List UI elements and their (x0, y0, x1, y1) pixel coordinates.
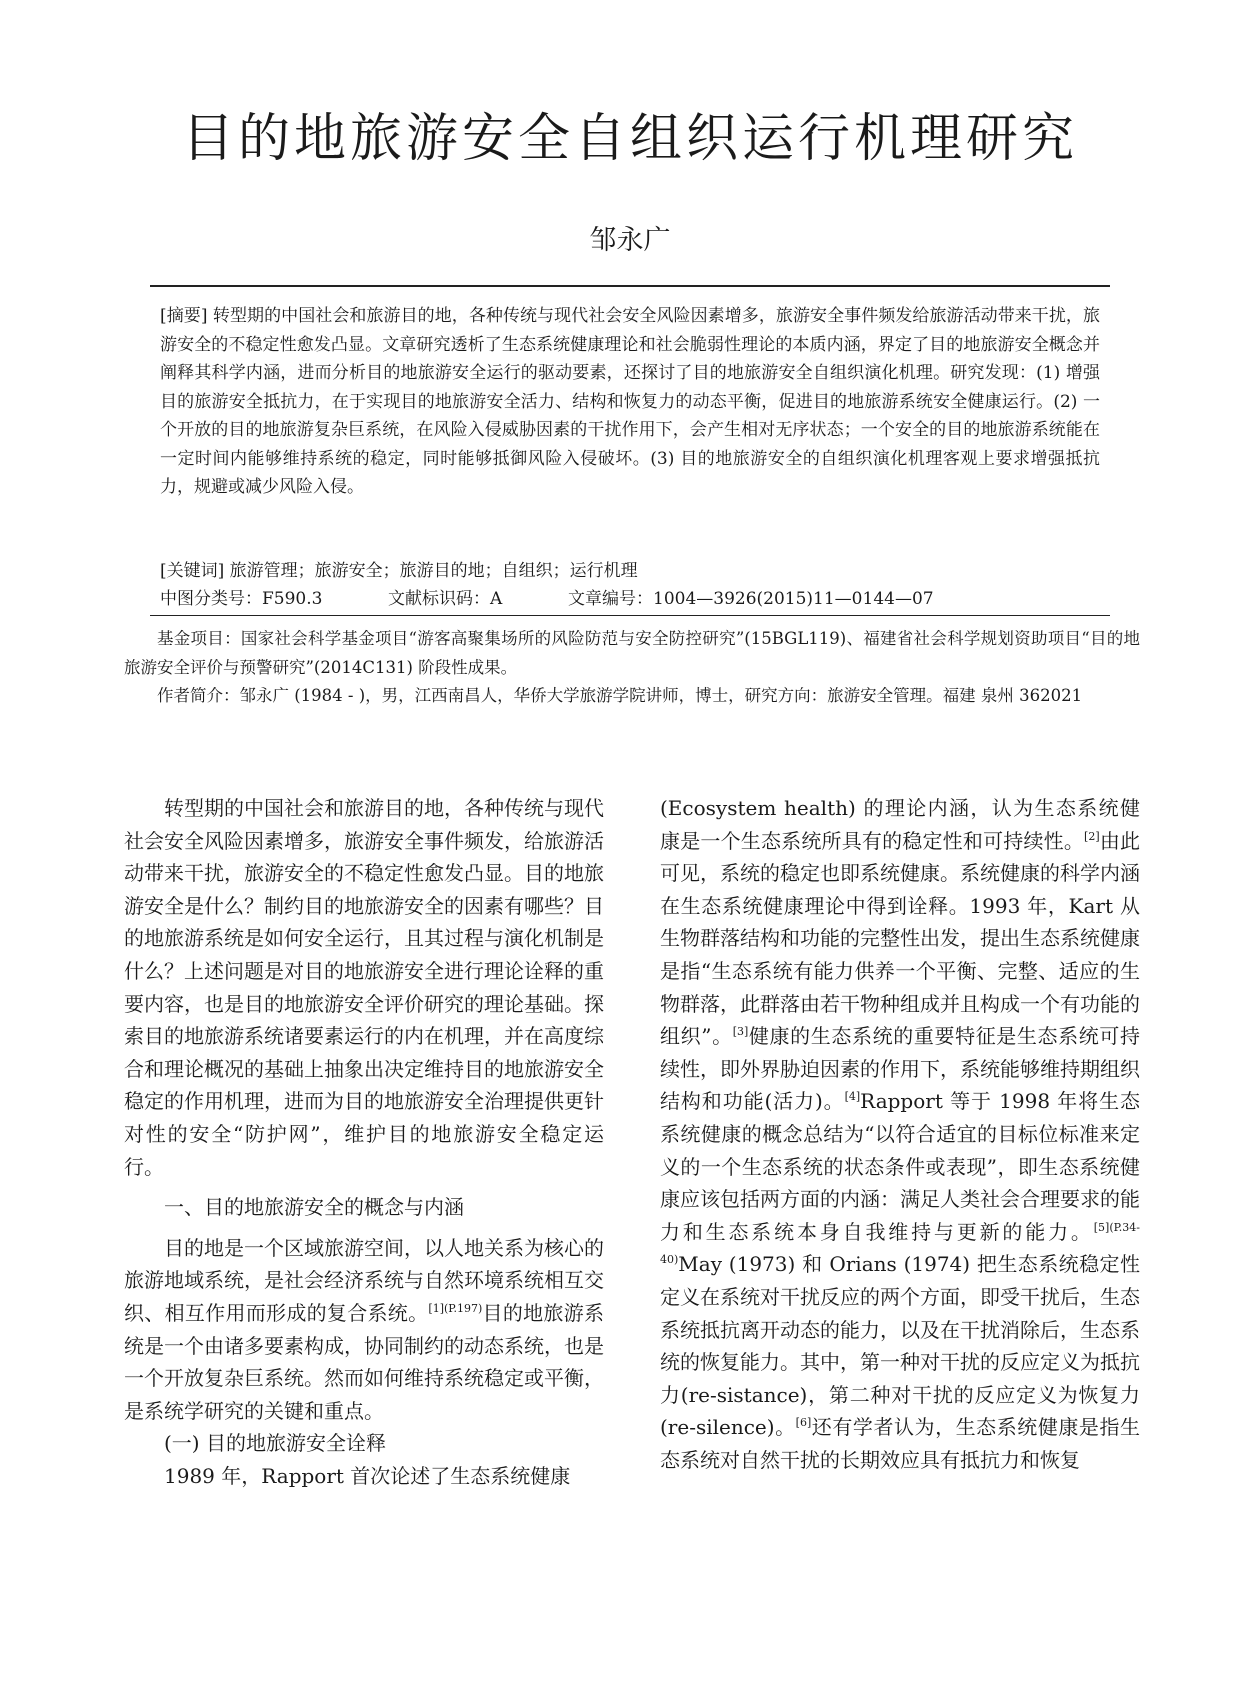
author-bio: 作者简介：邹永广 (1984 - )，男，江西南昌人，华侨大学旅游学院讲师，博士，研究方向：旅游安全管理。福建 泉州 362021 (157, 686, 1083, 705)
paragraph-text: 目的地旅游系统是一个由诸多要素构成，协同制约的动态系统，也是一个开放复杂巨系统。然而如何维持系统稳定或平衡，是系统学研究的关键和重点。 (124, 1300, 605, 1423)
body-paragraph: 转型期的中国社会和旅游目的地，各种传统与现代社会安全风险因素增多，旅游安全事件频发，给旅游活动带来干扰，旅游安全的不稳定性愈发凸显。目的地旅游安全是什么？制约目的地旅游安全的因素有哪些？目的地旅游系统是如何安全运行，且其过程与演化机制是什么？上述问题是对目的地旅游安全进行理论诠释的重要内容，也是目的地旅游安全评价研究的理论基础。探索目的地旅游系统诸要素运行的内在机理，并在高度综合和理论概况的基础上抽象出决定维持目的地旅游安全稳定的作用机理，进而为目的地旅游安全治理提供更针对性的安全“防护网”，维护目的地旅游安全稳定运行。 (124, 796, 604, 1179)
citation-ref: [1](P.197) (428, 1301, 483, 1315)
author-name: 邹永广 (589, 225, 671, 256)
right-column (660, 792, 1140, 1476)
paragraph-text: May (1973) 和 Orians (1974) 把生态系统稳定性定义在系统对干扰反应的两个方面，即受干扰后，生态系统抵抗离开动态的能力，以及在干扰消除后，生态系统的恢复能力。其中，第一种对干扰的反应定义为抵抗力(re-sistance)，第二种对干扰的反应定义为恢复力(re-silence)。 (660, 1252, 1140, 1440)
footnotes (124, 625, 1140, 711)
paragraph-text: 健康的生态系统的重要特征是生态系统可持续性，即外界胁迫因素的作用下，系统能够维持期组织结构和功能(活力)。 (660, 1024, 1141, 1114)
fund-note: 基金项目：国家社会科学基金项目“游客高聚集场所的风险防范与安全防控研究”(15BGL119)、福建省社会科学规划资助项目“目的地旅游安全评价与预警研究”(2014C131) 阶段性成果。 (124, 629, 1140, 677)
paragraph-text: 目的地是一个区域旅游空间，以人地关系为核心的旅游地域系统，是社会经济系统与自然环境系统相互交织、相互作用而形成的复合系统。 (124, 1235, 604, 1325)
bottom-rule (150, 615, 1110, 616)
paragraph-text: Rapport 等于 1998 年将生态系统健康的概念总结为“以符合适宜的目标位标准来定义的一个生态系统的状态条件或表现”，即生态系统健康应该包括两方面的内涵：满足人类社会合理要求的能力和生态系统本身自我维持与更新的能力。 (660, 1089, 1141, 1244)
citation-ref: [3] (732, 1025, 749, 1039)
citation-ref: [5](P.34-40) (660, 1220, 1140, 1267)
subsection-heading: (一) 目的地旅游安全诠释 (164, 1431, 386, 1456)
body-paragraph (124, 1232, 604, 1428)
citation-ref: [6] (795, 1416, 812, 1430)
paragraph-text: 由此可见，系统的稳定也即系统健康。系统健康的科学内涵在生态系统健康理论中得到诠释。1993 年，Kart 从生物群落结构和功能的完整性出发，提出生态系统健康是指“生态系统有能力供养一个平衡、完整、适应的生物群落，此群落由若干物种组成并且构成一个有功能的组织”。 (660, 828, 1141, 1049)
keywords: [关键词] 旅游管理；旅游安全；旅游目的地；自组织；运行机理 (160, 561, 638, 581)
citation-ref: [2] (1084, 829, 1100, 843)
document-code: 文献标识码：A (388, 589, 503, 609)
citation-ref: [4] (844, 1090, 861, 1104)
body-paragraph (660, 792, 1140, 1476)
clc-number: 中图分类号：F590.3 (160, 589, 323, 609)
paper-title: 目的地旅游安全自组织运行机理研究 (181, 109, 1078, 169)
paragraph-text: 还有学者认为，生态系统健康是指生态系统对自然干扰的长期效应具有抵抗力和恢复 (660, 1415, 1141, 1472)
left-column (124, 792, 604, 1492)
section-heading: 一、目的地旅游安全的概念与内涵 (164, 1195, 464, 1220)
abstract: [摘要] 转型期的中国社会和旅游目的地，各种传统与现代社会安全风险因素增多，旅游安全事件频发给旅游活动带来干扰，旅游安全的不稳定性愈发凸显。文章研究透析了生态系统健康理论和社会脆弱性理论的本质内涵，界定了目的地旅游安全概念并阐释其科学内涵，进而分析目的地旅游安全运行的驱动要素，还探讨了目的地旅游安全自组织演化机理。研究发现：(1) 增强目的旅游安全抵抗力，在于实现目的地旅游安全活力、结构和恢复力的动态平衡，促进目的地旅游系统安全健康运行。(2) 一个开放的目的地旅游复杂巨系统，在风险入侵威胁因素的干扰作用下，会产生相对无序状态；一个安全的目的地旅游系统能在一定时间内能够维持系统的稳定，同时能够抵御风险入侵破坏。(3) 目的地旅游安全的自组织演化机理客观上要求增强抵抗力，规避或减少风险入侵。 (160, 306, 1100, 497)
article-number: 文章编号：1004—3926(2015)11—0144—07 (568, 589, 934, 609)
paragraph-text: (Ecosystem health) 的理论内涵，认为生态系统健康是一个生态系统所具有的稳定性和可持续性。 (660, 796, 1140, 853)
top-rule (150, 285, 1110, 287)
body-paragraph: 1989 年，Rapport 首次论述了生态系统健康 (164, 1463, 571, 1488)
